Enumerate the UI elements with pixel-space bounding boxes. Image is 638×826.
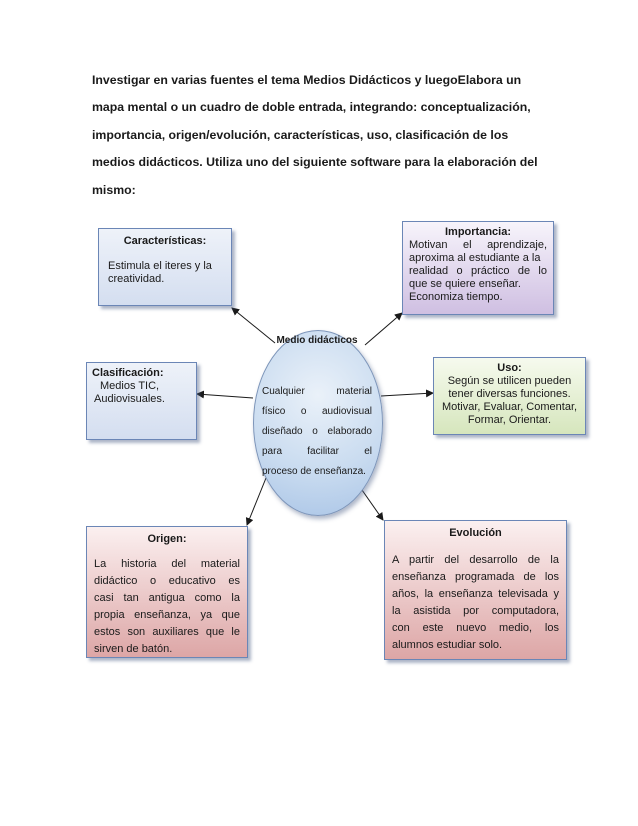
arrow-to-origen: [247, 478, 266, 525]
node-origen: [86, 526, 248, 658]
node-title: Uso:: [497, 362, 522, 374]
instruction-line: mismo:: [92, 182, 136, 197]
node-title: Clasificación:: [92, 367, 164, 379]
node-title: Origen:: [147, 533, 187, 545]
node-evolucion: [384, 520, 567, 660]
node-uso: [433, 357, 586, 435]
node-line: A partir del desarrollo de la: [392, 554, 559, 566]
arrow-to-uso: [381, 393, 433, 396]
node-line: Según se utilicen pueden: [447, 375, 572, 387]
node-line: Economiza tiempo.: [409, 291, 503, 303]
node-line: sirven de batón.: [94, 643, 173, 655]
node-title: Importancia:: [444, 226, 511, 238]
center-line: para facilitar el: [262, 446, 372, 457]
node-clasificacion: [86, 362, 197, 440]
instruction-line: mapa mental o un cuadro de doble entrada, integrando: conceptualización,: [92, 100, 531, 115]
node-line: años, la enseñanza televisada y: [392, 588, 559, 600]
center-line: proceso de enseñanza.: [262, 466, 366, 477]
node-line: la asistida por computadora,: [392, 605, 559, 617]
node-line: enseñanza programada de los: [392, 571, 559, 583]
center-line: diseñado o elaborado: [262, 426, 372, 437]
node-line: casi tan antigua como la: [94, 592, 240, 604]
node-importancia: [402, 221, 554, 315]
node-line: Audiovisuales.: [94, 393, 165, 405]
center-line: Cualquier material: [262, 386, 372, 397]
node-line: La historia del material: [94, 558, 240, 570]
node-line: Motivan el aprendizaje,: [409, 239, 547, 251]
node-caracteristicas: [98, 228, 232, 306]
center-line: físico o audiovisual: [262, 406, 372, 417]
node-line: tener diversas funciones.: [448, 388, 571, 400]
node-line: Formar, Orientar.: [467, 414, 552, 426]
node-line: propia enseñanza, ya que: [94, 609, 240, 621]
node-line: con este nuevo medio, los: [392, 622, 559, 634]
instruction-line: Investigar en varias fuentes el tema Medios Didácticos y luegoElabora un: [92, 73, 522, 87]
node-line: creatividad.: [108, 273, 165, 285]
node-title: Características:: [123, 235, 207, 247]
node-line: Estimula el iteres y la: [108, 260, 212, 272]
node-line: Medios TIC,: [100, 380, 160, 392]
central-concept-title: Medio didácticos: [276, 335, 358, 346]
node-line: alumnos estudiar solo.: [392, 639, 503, 651]
arrow-to-clasificacion: [197, 394, 253, 398]
node-title: Evolución: [449, 527, 502, 539]
node-line: didáctico o educativo es: [94, 575, 240, 587]
instruction-line: medios didácticos. Utiliza uno del siguiente software para la elaboración del: [92, 155, 538, 170]
instruction-line: importancia, origen/evolución, características, uso, clasificación de los: [92, 127, 509, 142]
node-line: que se quiere enseñar.: [409, 278, 521, 290]
arrow-to-evolucion: [362, 490, 383, 520]
node-line: Motivar, Evaluar, Comentar,: [441, 401, 578, 413]
instructions-text: [92, 67, 562, 204]
node-line: realidad o práctico de lo: [409, 265, 547, 277]
node-line: estos son auxiliares que le: [94, 626, 240, 638]
node-line: aproxima al estudiante a la: [409, 252, 541, 264]
central-concept-definition: [262, 382, 372, 482]
